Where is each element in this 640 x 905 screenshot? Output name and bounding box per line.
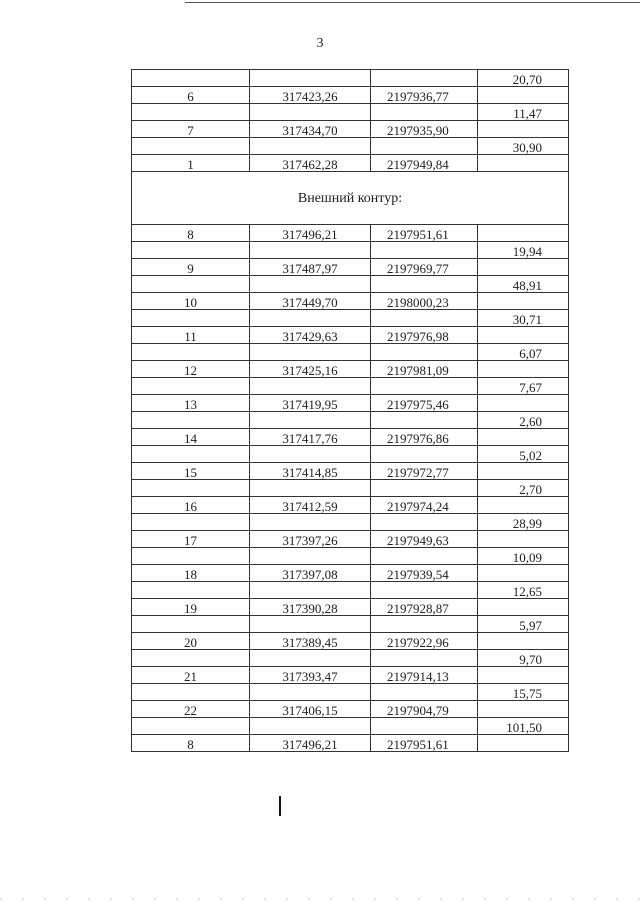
distance-row <box>132 378 569 395</box>
y-coordinate-cell: 2197949,63 <box>371 531 478 548</box>
point-row <box>132 121 569 138</box>
point-row <box>132 531 569 548</box>
top-rule <box>185 2 640 3</box>
y-coordinate-cell: 2197976,98 <box>371 327 478 344</box>
y-coordinate-cell: 2197936,77 <box>371 87 478 104</box>
y-coordinate-cell <box>371 548 478 565</box>
point-row <box>132 565 569 582</box>
page-number: 3 <box>316 36 324 51</box>
y-coordinate-cell: 2197951,61 <box>371 225 478 242</box>
x-coordinate-cell <box>250 582 371 599</box>
x-coordinate-cell: 317389,45 <box>250 633 371 650</box>
distance-cell <box>478 87 569 104</box>
x-coordinate-cell: 317487,97 <box>250 259 371 276</box>
point-row <box>132 155 569 172</box>
distance-cell: 6,07 <box>478 344 569 361</box>
point-number-cell <box>132 480 250 497</box>
x-coordinate-cell <box>250 104 371 121</box>
point-number-cell <box>132 684 250 701</box>
x-coordinate-cell <box>250 684 371 701</box>
point-row <box>132 395 569 412</box>
point-number-cell: 12 <box>132 361 250 378</box>
distance-cell <box>478 121 569 138</box>
point-row <box>132 599 569 616</box>
y-coordinate-cell <box>371 378 478 395</box>
distance-row <box>132 412 569 429</box>
distance-row <box>132 344 569 361</box>
x-coordinate-cell <box>250 480 371 497</box>
distance-cell <box>478 293 569 310</box>
point-number-cell: 8 <box>132 735 250 752</box>
point-number-cell: 14 <box>132 429 250 446</box>
point-number-cell: 1 <box>132 155 250 172</box>
distance-cell: 5,02 <box>478 446 569 463</box>
point-number-cell: 11 <box>132 327 250 344</box>
point-number-cell: 21 <box>132 667 250 684</box>
distance-cell <box>478 361 569 378</box>
distance-cell <box>478 429 569 446</box>
x-coordinate-cell: 317462,28 <box>250 155 371 172</box>
scan-noise <box>0 898 640 900</box>
x-coordinate-cell: 317496,21 <box>250 735 371 752</box>
point-number-cell: 13 <box>132 395 250 412</box>
x-coordinate-cell: 317397,08 <box>250 565 371 582</box>
distance-cell: 19,94 <box>478 242 569 259</box>
distance-cell: 30,71 <box>478 310 569 327</box>
distance-row <box>132 446 569 463</box>
y-coordinate-cell: 2197914,13 <box>371 667 478 684</box>
distance-cell <box>478 701 569 718</box>
distance-cell <box>478 327 569 344</box>
x-coordinate-cell: 317434,70 <box>250 121 371 138</box>
point-row <box>132 361 569 378</box>
x-coordinate-cell <box>250 138 371 155</box>
distance-row <box>132 548 569 565</box>
point-row <box>132 429 569 446</box>
point-number-cell: 18 <box>132 565 250 582</box>
point-number-cell <box>132 514 250 531</box>
point-number-cell <box>132 412 250 429</box>
distance-cell <box>478 735 569 752</box>
x-coordinate-cell <box>250 548 371 565</box>
x-coordinate-cell: 317406,15 <box>250 701 371 718</box>
x-coordinate-cell <box>250 412 371 429</box>
distance-cell: 48,91 <box>478 276 569 293</box>
x-coordinate-cell: 317417,76 <box>250 429 371 446</box>
distance-cell <box>478 225 569 242</box>
distance-row <box>132 276 569 293</box>
x-coordinate-cell: 317390,28 <box>250 599 371 616</box>
x-coordinate-cell: 317393,47 <box>250 667 371 684</box>
y-coordinate-cell: 2197922,96 <box>371 633 478 650</box>
distance-cell <box>478 531 569 548</box>
y-coordinate-cell <box>371 242 478 259</box>
distance-cell: 101,50 <box>478 718 569 735</box>
distance-cell: 30,90 <box>478 138 569 155</box>
y-coordinate-cell <box>371 650 478 667</box>
distance-cell: 2,60 <box>478 412 569 429</box>
point-number-cell <box>132 138 250 155</box>
x-coordinate-cell <box>250 344 371 361</box>
point-number-cell: 22 <box>132 701 250 718</box>
point-number-cell: 8 <box>132 225 250 242</box>
distance-cell: 20,70 <box>478 70 569 87</box>
point-number-cell: 17 <box>132 531 250 548</box>
distance-row <box>132 242 569 259</box>
x-coordinate-cell: 317429,63 <box>250 327 371 344</box>
point-row <box>132 497 569 514</box>
x-coordinate-cell <box>250 718 371 735</box>
point-row <box>132 87 569 104</box>
point-number-cell <box>132 650 250 667</box>
y-coordinate-cell: 2197969,77 <box>371 259 478 276</box>
distance-row <box>132 310 569 327</box>
y-coordinate-cell <box>371 344 478 361</box>
distance-cell <box>478 497 569 514</box>
point-number-cell: 7 <box>132 121 250 138</box>
y-coordinate-cell <box>371 412 478 429</box>
x-coordinate-cell <box>250 242 371 259</box>
distance-cell: 28,99 <box>478 514 569 531</box>
y-coordinate-cell <box>371 684 478 701</box>
section-label: Внешний контур: <box>132 172 569 225</box>
distance-cell: 2,70 <box>478 480 569 497</box>
y-coordinate-cell <box>371 138 478 155</box>
distance-row <box>132 582 569 599</box>
distance-row <box>132 480 569 497</box>
point-row <box>132 701 569 718</box>
section-row <box>132 172 569 225</box>
y-coordinate-cell: 2197975,46 <box>371 395 478 412</box>
y-coordinate-cell <box>371 718 478 735</box>
distance-cell <box>478 633 569 650</box>
y-coordinate-cell: 2197974,24 <box>371 497 478 514</box>
x-coordinate-cell <box>250 70 371 87</box>
x-coordinate-cell <box>250 650 371 667</box>
point-number-cell: 20 <box>132 633 250 650</box>
x-coordinate-cell <box>250 616 371 633</box>
y-coordinate-cell <box>371 310 478 327</box>
y-coordinate-cell: 2197981,09 <box>371 361 478 378</box>
x-coordinate-cell <box>250 310 371 327</box>
y-coordinate-cell: 2197972,77 <box>371 463 478 480</box>
point-number-cell: 16 <box>132 497 250 514</box>
distance-row <box>132 616 569 633</box>
distance-row <box>132 684 569 701</box>
x-coordinate-cell: 317397,26 <box>250 531 371 548</box>
x-coordinate-cell <box>250 276 371 293</box>
y-coordinate-cell <box>371 480 478 497</box>
point-row <box>132 225 569 242</box>
point-row <box>132 327 569 344</box>
point-number-cell: 19 <box>132 599 250 616</box>
point-number-cell: 10 <box>132 293 250 310</box>
distance-row <box>132 718 569 735</box>
y-coordinate-cell <box>371 276 478 293</box>
distance-cell: 11,47 <box>478 104 569 121</box>
point-number-cell <box>132 276 250 293</box>
point-row <box>132 259 569 276</box>
distance-row <box>132 650 569 667</box>
distance-cell: 10,09 <box>478 548 569 565</box>
x-coordinate-cell: 317449,70 <box>250 293 371 310</box>
point-number-cell <box>132 310 250 327</box>
x-coordinate-cell <box>250 514 371 531</box>
y-coordinate-cell: 2197951,61 <box>371 735 478 752</box>
distance-cell <box>478 395 569 412</box>
point-row <box>132 293 569 310</box>
point-number-cell <box>132 582 250 599</box>
y-coordinate-cell <box>371 446 478 463</box>
y-coordinate-cell: 2197976,86 <box>371 429 478 446</box>
distance-cell <box>478 599 569 616</box>
distance-cell <box>478 155 569 172</box>
y-coordinate-cell: 2198000,23 <box>371 293 478 310</box>
coordinates-table-body <box>132 70 569 752</box>
point-number-cell: 6 <box>132 87 250 104</box>
point-row <box>132 463 569 480</box>
point-number-cell <box>132 378 250 395</box>
point-number-cell <box>132 548 250 565</box>
distance-cell <box>478 259 569 276</box>
x-coordinate-cell <box>250 378 371 395</box>
y-coordinate-cell <box>371 582 478 599</box>
distance-cell <box>478 565 569 582</box>
coordinates-table <box>131 69 569 752</box>
y-coordinate-cell <box>371 104 478 121</box>
point-number-cell <box>132 616 250 633</box>
x-coordinate-cell: 317412,59 <box>250 497 371 514</box>
y-coordinate-cell: 2197928,87 <box>371 599 478 616</box>
point-number-cell <box>132 446 250 463</box>
distance-cell <box>478 667 569 684</box>
y-coordinate-cell <box>371 70 478 87</box>
point-number-cell <box>132 70 250 87</box>
point-number-cell <box>132 718 250 735</box>
distance-row <box>132 104 569 121</box>
point-row <box>132 735 569 752</box>
x-coordinate-cell <box>250 446 371 463</box>
point-row <box>132 633 569 650</box>
x-coordinate-cell: 317496,21 <box>250 225 371 242</box>
point-number-cell: 9 <box>132 259 250 276</box>
x-coordinate-cell: 317423,26 <box>250 87 371 104</box>
distance-cell: 5,97 <box>478 616 569 633</box>
distance-cell: 7,67 <box>478 378 569 395</box>
distance-cell <box>478 463 569 480</box>
y-coordinate-cell: 2197939,54 <box>371 565 478 582</box>
x-coordinate-cell: 317419,95 <box>250 395 371 412</box>
distance-cell: 9,70 <box>478 650 569 667</box>
x-coordinate-cell: 317414,85 <box>250 463 371 480</box>
distance-row <box>132 138 569 155</box>
distance-row <box>132 70 569 87</box>
point-row <box>132 667 569 684</box>
point-number-cell <box>132 344 250 361</box>
y-coordinate-cell <box>371 514 478 531</box>
vertical-mark <box>279 796 281 816</box>
point-number-cell: 15 <box>132 463 250 480</box>
point-number-cell <box>132 242 250 259</box>
y-coordinate-cell: 2197935,90 <box>371 121 478 138</box>
point-number-cell <box>132 104 250 121</box>
distance-row <box>132 514 569 531</box>
y-coordinate-cell: 2197949,84 <box>371 155 478 172</box>
x-coordinate-cell: 317425,16 <box>250 361 371 378</box>
distance-cell: 12,65 <box>478 582 569 599</box>
y-coordinate-cell: 2197904,79 <box>371 701 478 718</box>
y-coordinate-cell <box>371 616 478 633</box>
distance-cell: 15,75 <box>478 684 569 701</box>
